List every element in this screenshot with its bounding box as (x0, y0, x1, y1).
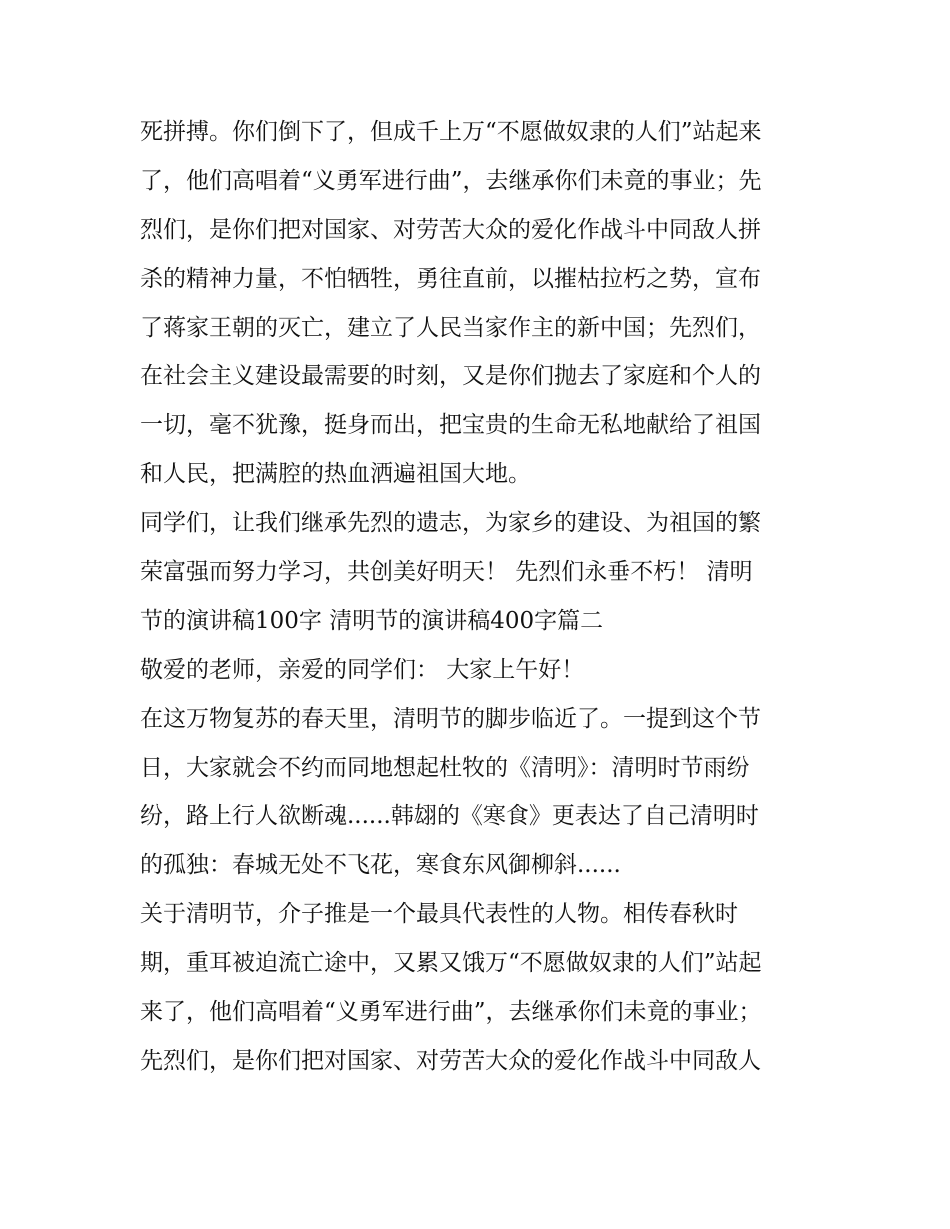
text-line: 一切，毫不犹豫，挺身而出，把宝贵的生命无私地献给了祖国 (140, 412, 761, 439)
text-line: 杀的精神力量，不怕牺牲，勇往直前，以摧枯拉朽之势，宣布 (140, 265, 761, 292)
text-line: 了蒋家王朝的灭亡，建立了人民当家作主的新中国；先烈们， (140, 314, 761, 341)
text-line: 同学们，让我们继承先烈的遗志，为家乡的建设、为祖国的繁 (140, 510, 761, 537)
text-line: 在这万物复苏的春天里，清明节的脚步临近了。一提到这个节 (140, 705, 761, 732)
text-line: 了，他们高唱着“义勇军进行曲”，去继承你们未竟的事业；先 (140, 167, 762, 194)
text-line: 在社会主义建设最需要的时刻，又是你们抛去了家庭和个人的 (140, 363, 761, 390)
text-line: 来了，他们高唱着“义勇军进行曲”，去继承你们未竟的事业； (140, 999, 762, 1026)
text-line: 先烈们，是你们把对国家、对劳苦大众的爱化作战斗中同敌人 (140, 1047, 761, 1074)
text-line: 的孤独：春城无处不飞花，寒食东风御柳斜...... (140, 852, 621, 879)
text-line: 烈们，是你们把对国家、对劳苦大众的爱化作战斗中同敌人拼 (140, 216, 761, 243)
text-line: 节的演讲稿100字 清明节的演讲稿400字篇二 (140, 607, 604, 634)
text-line: 和人民，把满腔的热血洒遍祖国大地。 (140, 461, 531, 488)
text-line: 敬爱的老师，亲爱的同学们： 大家上午好！ (140, 656, 585, 683)
text-line: 纷，路上行人欲断魂......韩翃的《寒食》更表达了自己清明时 (140, 803, 759, 830)
text-line: 期，重耳被迫流亡途中，又累又饿万“不愿做奴隶的人们”站起 (140, 950, 762, 977)
text-line: 死拼搏。你们倒下了，但成千上万“不愿做奴隶的人们”站起来 (140, 119, 762, 145)
text-line: 关于清明节，介子推是一个最具代表性的人物。相传春秋时 (140, 901, 738, 928)
text-line: 荣富强而努力学习，共创美好明天！ 先烈们永垂不朽！ 清明 (140, 559, 753, 586)
text-line: 日，大家就会不约而同地想起杜牧的《清明》：清明时节雨纷 (140, 754, 750, 781)
document-body (140, 108, 812, 1086)
